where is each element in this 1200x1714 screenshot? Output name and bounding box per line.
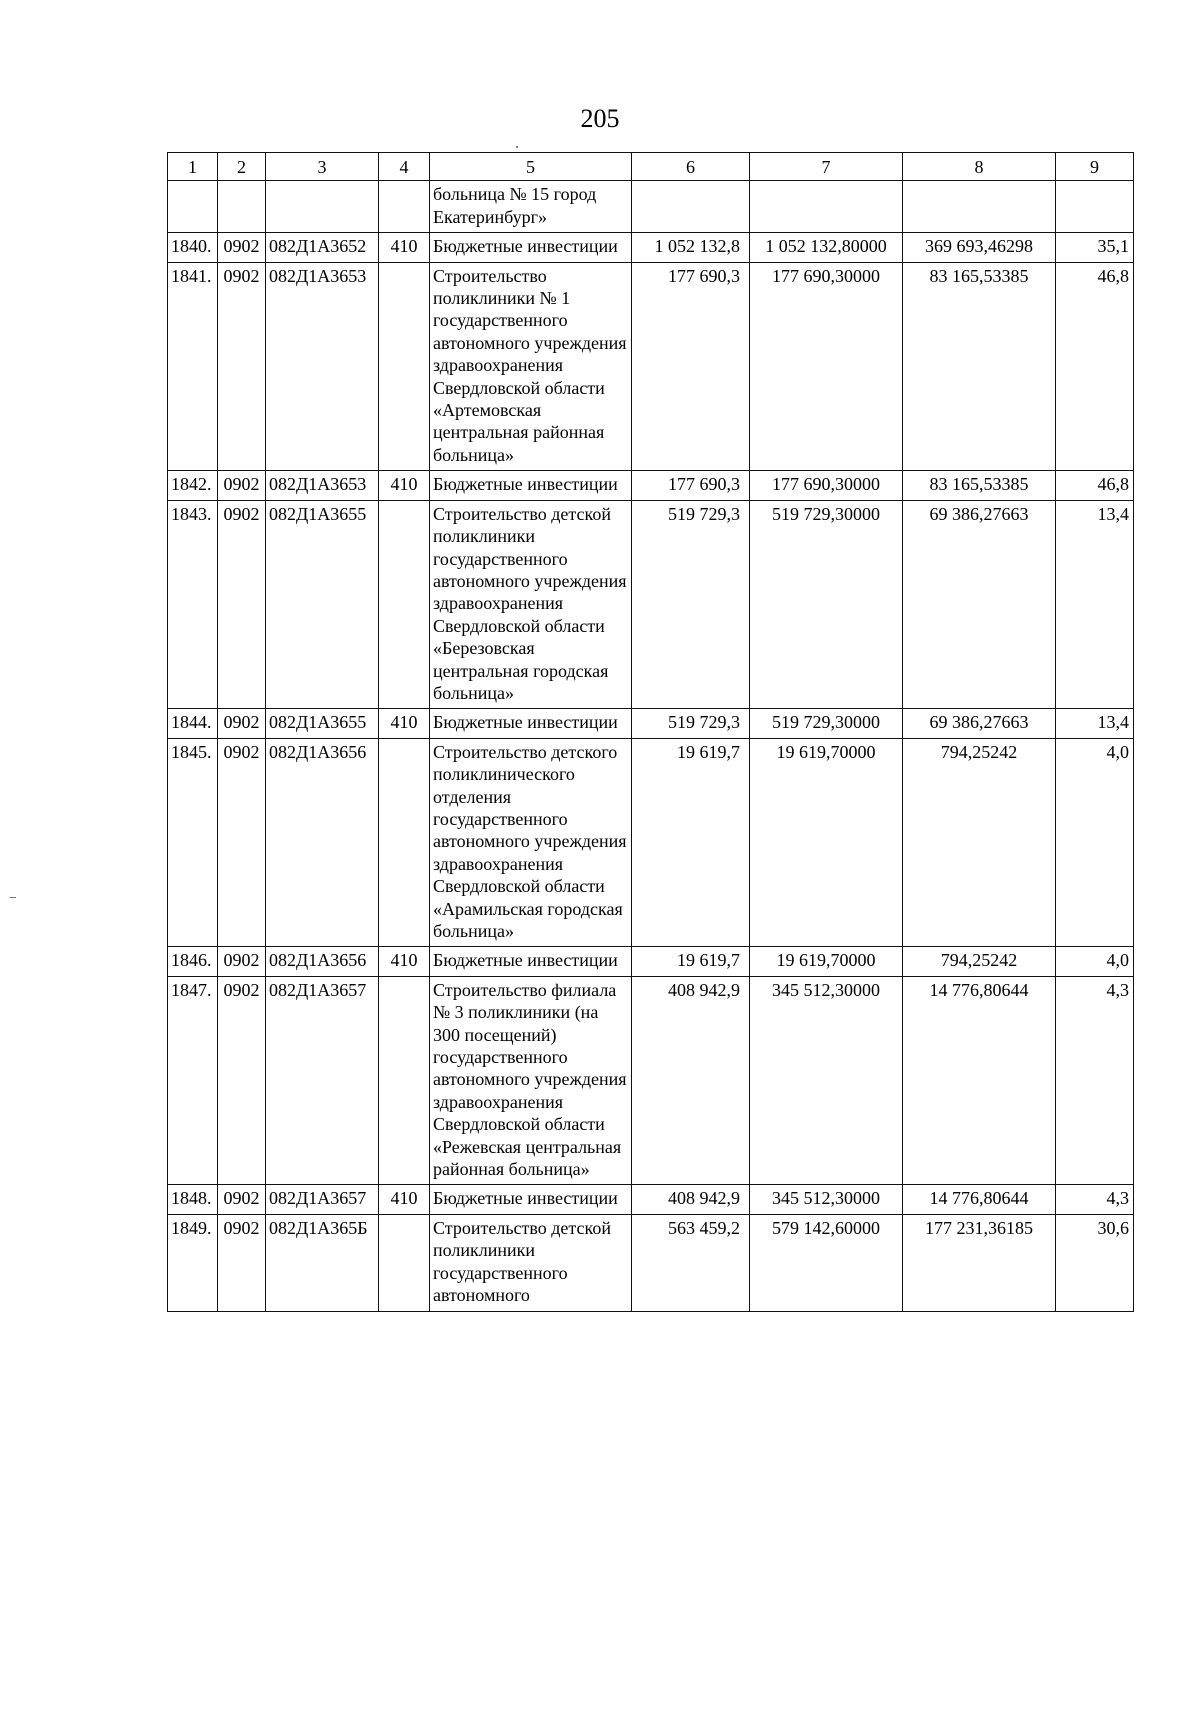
execution-percent: 4,0 <box>1056 947 1134 976</box>
table-row <box>168 1185 1134 1214</box>
item-name: Бюджетные инвестиции <box>430 1185 632 1214</box>
approved-amount: 177 690,30000 <box>750 262 903 471</box>
table-row <box>168 709 1134 738</box>
section-code: 0902 <box>218 947 266 976</box>
scan-dot <box>516 146 518 148</box>
column-header-6: 6 <box>632 153 750 181</box>
execution-percent: 46,8 <box>1056 262 1134 471</box>
section-code: 0902 <box>218 500 266 709</box>
column-header-9: 9 <box>1056 153 1134 181</box>
row-number: 1848. <box>168 1185 218 1214</box>
item-name: Строительство детской поликлиники государственного автономного <box>430 1214 632 1311</box>
budget-table <box>167 152 1134 1312</box>
row-number: 1844. <box>168 709 218 738</box>
row-number <box>168 181 218 233</box>
approved-amount: 345 512,30000 <box>750 976 903 1185</box>
row-number: 1842. <box>168 471 218 500</box>
table-row <box>168 262 1134 471</box>
executed-amount: 794,25242 <box>903 738 1056 947</box>
planned-amount: 408 942,9 <box>632 1185 750 1214</box>
item-name: Строительство поликлиники № 1 государственного автономного учреждения здравоохранения Свердловской области «Артемовская центральная районная больница» <box>430 262 632 471</box>
expense-type <box>379 738 430 947</box>
executed-amount: 14 776,80644 <box>903 976 1056 1185</box>
planned-amount: 19 619,7 <box>632 738 750 947</box>
item-name: Бюджетные инвестиции <box>430 233 632 262</box>
row-number: 1841. <box>168 262 218 471</box>
section-code <box>218 181 266 233</box>
executed-amount: 69 386,27663 <box>903 709 1056 738</box>
target-item-code <box>266 181 379 233</box>
expense-type <box>379 500 430 709</box>
table-row <box>168 500 1134 709</box>
executed-amount: 14 776,80644 <box>903 1185 1056 1214</box>
column-header-4: 4 <box>379 153 430 181</box>
row-number: 1840. <box>168 233 218 262</box>
column-header-5: 5 <box>430 153 632 181</box>
expense-type <box>379 976 430 1185</box>
expense-type <box>379 262 430 471</box>
target-item-code: 082Д1А3655 <box>266 709 379 738</box>
executed-amount: 83 165,53385 <box>903 471 1056 500</box>
item-name: Строительство филиала № 3 поликлиники (на 300 посещений) государственного автономного учреждения здравоохранения Свердловской области «Режевская центральная районная больница» <box>430 976 632 1185</box>
executed-amount: 69 386,27663 <box>903 500 1056 709</box>
execution-percent: 13,4 <box>1056 709 1134 738</box>
approved-amount: 177 690,30000 <box>750 471 903 500</box>
approved-amount: 345 512,30000 <box>750 1185 903 1214</box>
execution-percent: 4,0 <box>1056 738 1134 947</box>
table-row <box>168 947 1134 976</box>
approved-amount: 519 729,30000 <box>750 709 903 738</box>
margin-mark <box>10 897 16 898</box>
approved-amount: 1 052 132,80000 <box>750 233 903 262</box>
section-code: 0902 <box>218 471 266 500</box>
executed-amount: 177 231,36185 <box>903 1214 1056 1311</box>
table-row <box>168 976 1134 1185</box>
table-row <box>168 1214 1134 1311</box>
section-code: 0902 <box>218 976 266 1185</box>
executed-amount: 83 165,53385 <box>903 262 1056 471</box>
execution-percent: 30,6 <box>1056 1214 1134 1311</box>
approved-amount: 579 142,60000 <box>750 1214 903 1311</box>
column-header-7: 7 <box>750 153 903 181</box>
item-name: Бюджетные инвестиции <box>430 709 632 738</box>
section-code: 0902 <box>218 738 266 947</box>
planned-amount: 519 729,3 <box>632 709 750 738</box>
approved-amount: 19 619,70000 <box>750 947 903 976</box>
planned-amount: 177 690,3 <box>632 262 750 471</box>
table-row <box>168 233 1134 262</box>
page-number: 205 <box>580 104 620 133</box>
target-item-code: 082Д1А3653 <box>266 262 379 471</box>
execution-percent: 4,3 <box>1056 1185 1134 1214</box>
execution-percent: 13,4 <box>1056 500 1134 709</box>
item-name: Строительство детского поликлинического отделения государственного автономного учреждения здравоохранения Свердловской области «Арамильская городская больница» <box>430 738 632 947</box>
target-item-code: 082Д1А3656 <box>266 738 379 947</box>
section-code: 0902 <box>218 1214 266 1311</box>
row-number: 1845. <box>168 738 218 947</box>
table-row <box>168 471 1134 500</box>
section-code: 0902 <box>218 709 266 738</box>
item-name: больница № 15 город Екатеринбург» <box>430 181 632 233</box>
column-header-8: 8 <box>903 153 1056 181</box>
planned-amount: 519 729,3 <box>632 500 750 709</box>
item-name: Бюджетные инвестиции <box>430 471 632 500</box>
row-number: 1843. <box>168 500 218 709</box>
column-header-1: 1 <box>168 153 218 181</box>
expense-type <box>379 1214 430 1311</box>
target-item-code: 082Д1А3657 <box>266 1185 379 1214</box>
target-item-code: 082Д1А365Б <box>266 1214 379 1311</box>
approved-amount: 519 729,30000 <box>750 500 903 709</box>
executed-amount <box>903 181 1056 233</box>
header-row <box>168 153 1134 181</box>
target-item-code: 082Д1А3657 <box>266 976 379 1185</box>
target-item-code: 082Д1А3652 <box>266 233 379 262</box>
executed-amount: 794,25242 <box>903 947 1056 976</box>
section-code: 0902 <box>218 262 266 471</box>
table-row <box>168 181 1134 233</box>
table-row <box>168 738 1134 947</box>
executed-amount: 369 693,46298 <box>903 233 1056 262</box>
section-code: 0902 <box>218 1185 266 1214</box>
execution-percent <box>1056 181 1134 233</box>
row-number: 1847. <box>168 976 218 1185</box>
execution-percent: 46,8 <box>1056 471 1134 500</box>
expense-type: 410 <box>379 709 430 738</box>
planned-amount: 563 459,2 <box>632 1214 750 1311</box>
planned-amount: 408 942,9 <box>632 976 750 1185</box>
expense-type: 410 <box>379 471 430 500</box>
target-item-code: 082Д1А3653 <box>266 471 379 500</box>
expense-type: 410 <box>379 1185 430 1214</box>
approved-amount: 19 619,70000 <box>750 738 903 947</box>
expense-type: 410 <box>379 947 430 976</box>
section-code: 0902 <box>218 233 266 262</box>
target-item-code: 082Д1А3656 <box>266 947 379 976</box>
execution-percent: 4,3 <box>1056 976 1134 1185</box>
planned-amount: 1 052 132,8 <box>632 233 750 262</box>
target-item-code: 082Д1А3655 <box>266 500 379 709</box>
row-number: 1846. <box>168 947 218 976</box>
column-header-3: 3 <box>266 153 379 181</box>
item-name: Строительство детской поликлиники государственного автономного учреждения здравоохранения Свердловской области «Березовская центральная городская больница» <box>430 500 632 709</box>
planned-amount: 177 690,3 <box>632 471 750 500</box>
execution-percent: 35,1 <box>1056 233 1134 262</box>
planned-amount <box>632 181 750 233</box>
expense-type: 410 <box>379 233 430 262</box>
row-number: 1849. <box>168 1214 218 1311</box>
expense-type <box>379 181 430 233</box>
planned-amount: 19 619,7 <box>632 947 750 976</box>
item-name: Бюджетные инвестиции <box>430 947 632 976</box>
table-body <box>168 153 1134 1312</box>
approved-amount <box>750 181 903 233</box>
column-header-2: 2 <box>218 153 266 181</box>
